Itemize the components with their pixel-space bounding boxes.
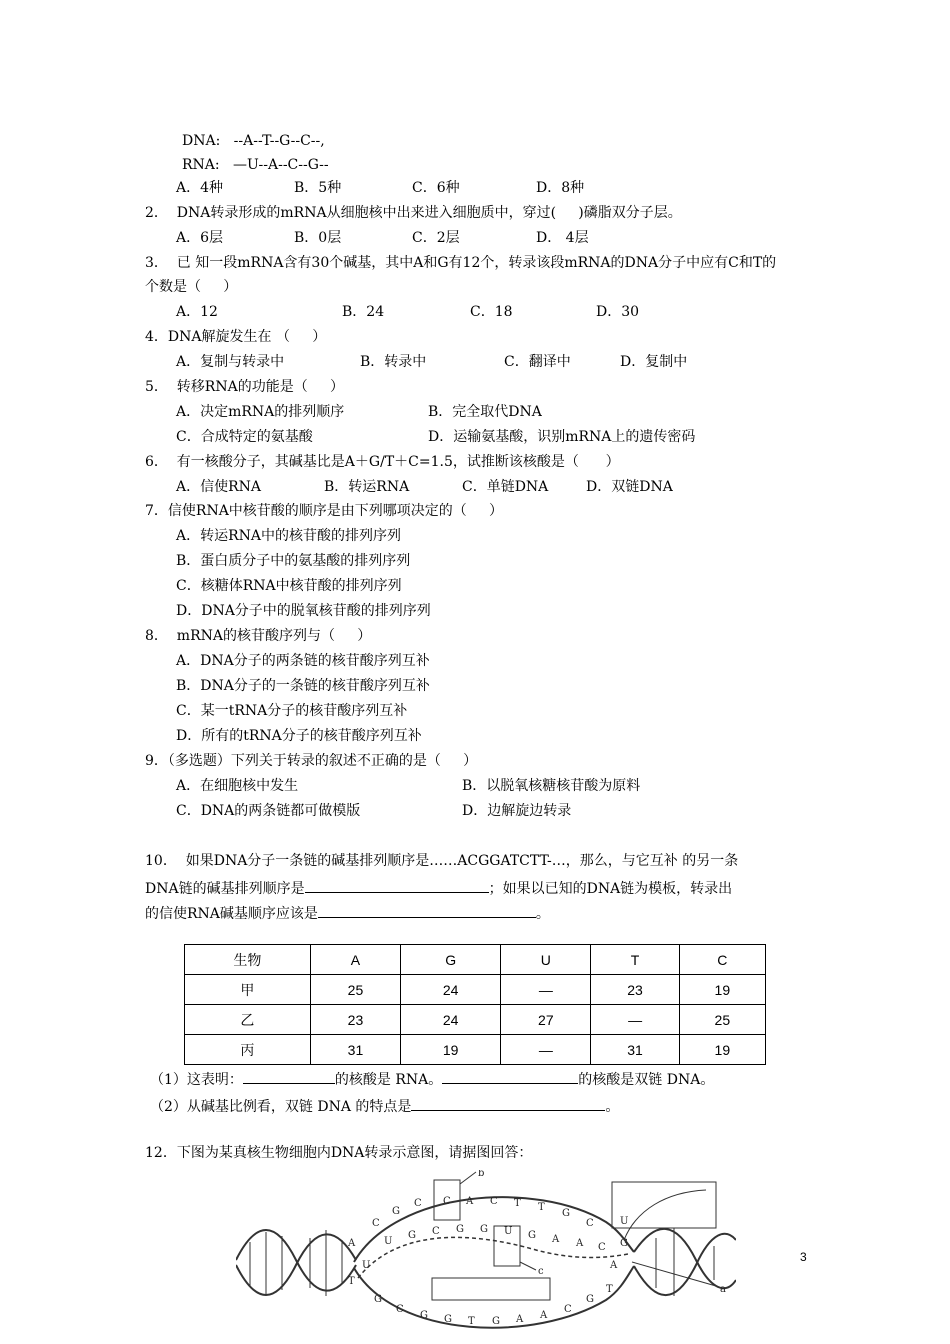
q10-line2-prefix: DNA链的碱基排列顺序是: [145, 881, 305, 897]
right-helix-strand: [634, 1229, 736, 1288]
base-letter: C: [396, 1304, 404, 1315]
base-letter: C: [586, 1218, 594, 1229]
table-cell: 23: [310, 1005, 400, 1035]
q4-option-b: B．转录中: [360, 354, 427, 370]
base-letter: C: [414, 1198, 422, 1209]
base-letter: A: [610, 1260, 618, 1271]
base-letter: U: [384, 1236, 393, 1247]
q1-option-c: C．6种: [412, 180, 460, 196]
q7-option-b: B．蛋白质分子中的氨基酸的排列序列: [176, 553, 411, 569]
base-letter: A: [348, 1238, 356, 1249]
base-letter: G: [492, 1316, 500, 1327]
base-letter: A: [540, 1310, 548, 1321]
q9-option-b: B．以脱氧核糖核苷酸为原料: [462, 778, 641, 794]
base-letter: C: [598, 1242, 606, 1253]
table-cell: 24: [401, 1005, 501, 1035]
q4-stem: 4．DNA解旋发生在 （ ）: [145, 329, 327, 345]
base-letter: T: [538, 1202, 545, 1213]
base-letter: C: [490, 1196, 498, 1207]
base-letter: G: [408, 1230, 416, 1241]
base-letter: A: [576, 1238, 584, 1249]
q11-sub2-prefix: （2）从碱基比例看，双链 DNA 的特点是: [150, 1099, 412, 1115]
q4-option-c: C．翻译中: [504, 354, 571, 370]
leader-c: [520, 1262, 536, 1270]
page-number: 3: [800, 1250, 807, 1264]
q1-option-b: B．5种: [294, 180, 342, 196]
base-letter: C: [564, 1304, 572, 1315]
q11-sub1-prefix: （1）这表明：: [150, 1072, 243, 1088]
q11-answer-blank-1[interactable]: [243, 1067, 335, 1084]
q3-option-b: B．24: [342, 304, 385, 320]
q6-stem: 6． 有一核酸分子，其碱基比是A＋G/T＋C=1.5，试推断该核酸是（ ）: [145, 454, 620, 470]
q12-stem: 12．下图为某真核生物细胞内DNA转录示意图，请据图回答：: [145, 1145, 533, 1161]
q11-sub1-middle: 的核酸是 RNA。: [334, 1072, 443, 1088]
q7-stem: 7．信使RNA中核苷酸的顺序是由下列哪项决定的（ ）: [145, 503, 504, 519]
table-cell: 24: [401, 975, 501, 1005]
q8-stem: 8． mRNA的核苷酸序列与（ ）: [145, 628, 372, 644]
leader-b: [460, 1172, 476, 1184]
label-a: a: [720, 1284, 726, 1295]
base-letter: A: [516, 1314, 524, 1325]
base-letter: T: [514, 1198, 521, 1209]
answer-box[interactable]: [432, 1278, 550, 1300]
base-letter: G: [480, 1224, 488, 1235]
table-row: [185, 975, 766, 1005]
table-header-cell: T: [591, 945, 679, 975]
table-cell: 23: [591, 975, 679, 1005]
q1-option-a: A．4种: [176, 180, 224, 196]
q10-line1: 10． 如果DNA分子一条链的碱基排列顺序是……ACGGATCTT-…，那么，与它互补 的另一条: [145, 853, 739, 869]
base-letter: G: [562, 1208, 570, 1219]
q5-option-b: B．完全取代DNA: [428, 404, 542, 420]
q7-option-c: C．核糖体RNA中核苷酸的排列序列: [176, 578, 402, 594]
label-b: b: [478, 1170, 485, 1179]
q1-dna-sequence: DNA: --A--T--G--C--,: [182, 133, 325, 149]
q5-stem: 5． 转移RNA的功能是（ ）: [145, 379, 344, 395]
base-letter: T: [468, 1316, 475, 1327]
q6-option-d: D．双链DNA: [586, 479, 673, 495]
q11-answer-blank-2[interactable]: [442, 1067, 578, 1084]
q9-option-d: D．边解旋边转录: [462, 803, 572, 819]
q2-stem: 2． DNA转录形成的mRNA从细胞核中出来进入细胞质中，穿过( )磷脂双分子层。: [145, 205, 682, 221]
q10-answer-blank-2[interactable]: [318, 901, 536, 918]
q8-option-d: D．所有的tRNA分子的核苷酸序列互补: [176, 728, 422, 744]
q3-stem-line2: 个数是（ ）: [145, 279, 238, 295]
q1-rna-sequence: RNA: —U--A--C--G--: [182, 157, 329, 173]
q4-option-a: A．复制与转录中: [176, 354, 285, 370]
table-cell: 甲: [185, 975, 311, 1005]
q3-option-c: C．18: [470, 304, 513, 320]
q9-option-a: A．在细胞核中发生: [176, 778, 299, 794]
q11-answer-blank-3[interactable]: [411, 1094, 605, 1111]
q9-option-c: C．DNA的两条链都可做模版: [176, 803, 361, 819]
table-cell: 丙: [185, 1035, 311, 1065]
base-letter: U: [504, 1226, 513, 1237]
q3-option-a: A．12: [176, 304, 218, 320]
table-cell: —: [501, 1035, 591, 1065]
table-cell: 31: [591, 1035, 679, 1065]
table-cell: 27: [501, 1005, 591, 1035]
table-cell: 31: [310, 1035, 400, 1065]
base-letter: C: [432, 1226, 440, 1237]
table-header-cell: G: [401, 945, 501, 975]
q5-option-d: D．运输氨基酸，识别mRNA上的遗传密码: [428, 429, 696, 445]
base-letter: G: [374, 1294, 382, 1305]
table-cell: 25: [310, 975, 400, 1005]
table-header-cell: U: [501, 945, 591, 975]
q1-option-d: D．8种: [536, 180, 585, 196]
q10-line2: [145, 876, 732, 899]
q8-option-c: C．某一tRNA分子的核苷酸序列互补: [176, 703, 408, 719]
label-c: c: [538, 1266, 544, 1277]
table-cell: 19: [679, 975, 765, 1005]
table-row: [185, 1005, 766, 1035]
base-letter: A: [466, 1196, 474, 1207]
q11-sub2-suffix: 。: [605, 1099, 620, 1115]
table-cell: —: [501, 975, 591, 1005]
table-cell: —: [591, 1005, 679, 1035]
q2-option-b: B．0层: [294, 230, 342, 246]
q7-option-d: D．DNA分子中的脱氧核苷酸的排列序列: [176, 603, 431, 619]
table-cell: 乙: [185, 1005, 311, 1035]
table-header-cell: C: [679, 945, 765, 975]
base-letter: C: [372, 1218, 380, 1229]
q6-option-c: C．单链DNA: [462, 479, 549, 495]
table-cell: 19: [679, 1035, 765, 1065]
q2-option-c: C．2层: [412, 230, 460, 246]
q3-stem-line1: 3． 已 知一段mRNA含有30个碱基，其中A和G有12个，转录该段mRNA的DNA分子中应有C和T的: [145, 255, 777, 271]
q8-option-a: A．DNA分子的两条链的核苷酸序列互补: [176, 653, 430, 669]
q10-line3: [145, 901, 550, 924]
base-letter: G: [586, 1294, 594, 1305]
base-letter: G: [444, 1314, 452, 1325]
q5-option-c: C．合成特定的氨基酸: [176, 429, 313, 445]
q7-option-a: A．转运RNA中的核苷酸的排列序列: [176, 528, 402, 544]
base-letter: U: [620, 1216, 629, 1227]
q6-option-b: B．转运RNA: [324, 479, 410, 495]
q10-line3-suffix: 。: [535, 906, 550, 922]
base-letter: G: [456, 1224, 464, 1235]
q9-stem: 9．（多选题）下列关于转录的叙述不正确的是（ ）: [145, 753, 478, 769]
base-ratio-table: [184, 944, 766, 1065]
table-header-row: [185, 945, 766, 975]
q6-option-a: A．信使RNA: [176, 479, 262, 495]
q4-option-d: D．复制中: [620, 354, 688, 370]
q10-line2-suffix: ；如果以已知的DNA链为模板，转录出: [488, 881, 733, 897]
q10-line3-prefix: 的信使RNA碱基顺序应该是: [145, 906, 318, 922]
rna-tail: [624, 1190, 706, 1240]
table-header-cell: 生物: [185, 945, 311, 975]
q11-sub1-suffix: 的核酸是双链 DNA。: [578, 1072, 715, 1088]
q2-option-d: D． 4层: [536, 230, 589, 246]
base-letter: C: [443, 1196, 451, 1207]
q2-option-a: A．6层: [176, 230, 224, 246]
base-letter: G: [528, 1230, 536, 1241]
q3-option-d: D．30: [596, 304, 640, 320]
dna-transcription-diagram: [236, 1170, 736, 1344]
q11-sub1: [150, 1067, 714, 1090]
base-letter: T: [606, 1284, 613, 1295]
base-letter: U: [362, 1260, 371, 1271]
q8-option-b: B．DNA分子的一条链的核苷酸序列互补: [176, 678, 430, 694]
base-letter: G: [392, 1206, 400, 1217]
rna-strand: [358, 1237, 628, 1278]
base-letter: A: [552, 1234, 560, 1245]
base-letter: G: [620, 1238, 628, 1249]
table-cell: 19: [401, 1035, 501, 1065]
q11-sub2: [150, 1094, 619, 1117]
table-header-cell: A: [310, 945, 400, 975]
base-letter: T: [348, 1276, 355, 1287]
table-row: [185, 1035, 766, 1065]
q5-option-a: A．决定mRNA的排列顺序: [176, 404, 345, 420]
table-cell: 25: [679, 1005, 765, 1035]
base-letter: G: [420, 1310, 428, 1321]
q10-answer-blank-1[interactable]: [305, 876, 489, 893]
